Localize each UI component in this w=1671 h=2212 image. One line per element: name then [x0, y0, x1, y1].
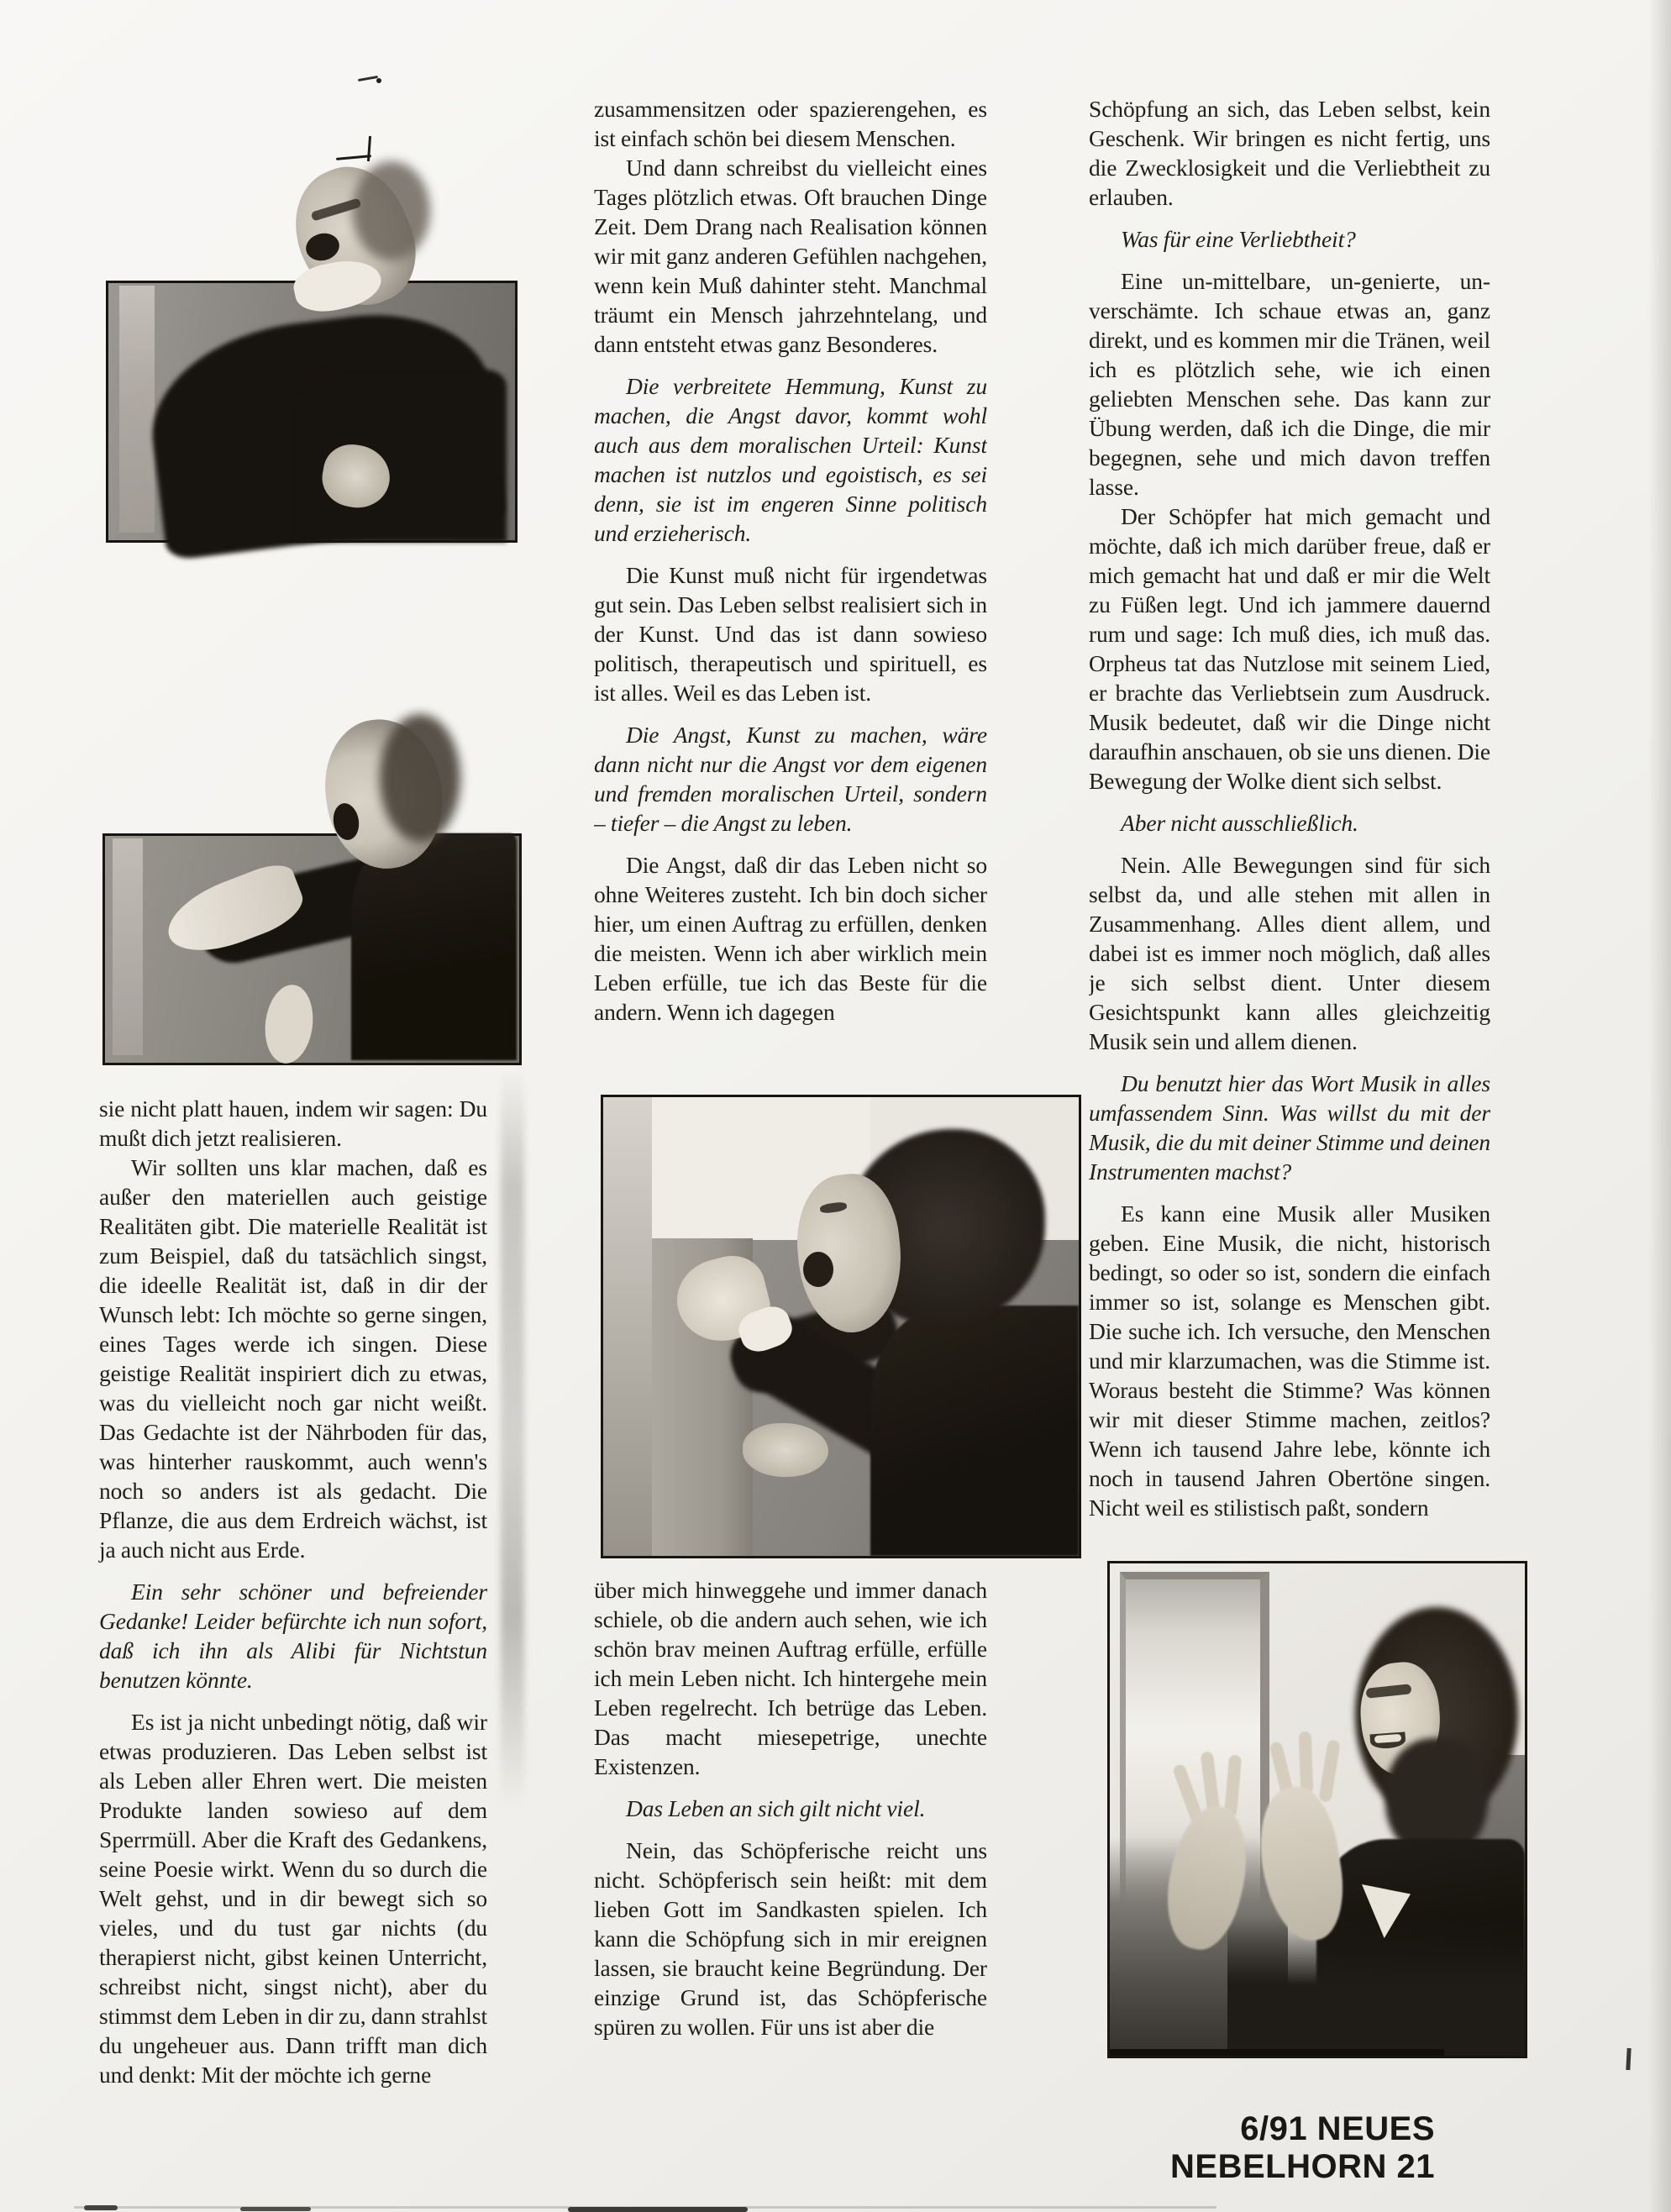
interviewer-question: Was für eine Verliebtheit?	[1121, 226, 1356, 252]
paragraph: Eine un-mittelbare, un-genierte, un-verschämte. Ich schaue etwas an, ganz direkt, und es kommen mir die Tränen, weil ich es plötzlich sehe, wie ich einen geliebten Menschen sehe. Das kann zur Übung werden, daß ich die Dinge, die mir begegnen, sehe und mich davon treffen lasse.	[1089, 268, 1490, 500]
figure-hair	[380, 714, 460, 842]
scan-mark-dash	[358, 76, 378, 81]
photo-light-band	[603, 1097, 652, 1556]
figure-open-mouth	[803, 1252, 833, 1287]
photo-light-band	[119, 286, 155, 533]
paragraph: Schöpfung an sich, das Leben selbst, kein Geschenk. Wir bringen es nicht fertig, uns die Zwecklosigkeit und die Verliebtheit zu erlauben.	[1089, 96, 1490, 210]
scan-bottom-edge-mark	[84, 2205, 118, 2210]
scan-edge-tick	[1626, 2048, 1631, 2070]
figure-finger	[1299, 1731, 1314, 1794]
photo-light-band	[113, 838, 143, 1055]
paragraph: sie nicht platt hauen, indem wir sagen: Du mußt dich jetzt realisieren.	[99, 1095, 487, 1151]
column-middle-upper	[594, 94, 987, 1027]
photo-singer-head-back	[99, 118, 519, 539]
interviewer-question: Ein sehr schöner und befreiender Gedanke! Leider befürchte ich nun sofort, daß ich ihn als Alibi für Nichtstun benutzen könnte.	[99, 1579, 487, 1693]
paragraph: Nein. Alle Bewegungen sind für sich selbst da, und alle stehen mit allen in Zusammenhang. Alles dient allem, und dabei ist es immer noch möglich, daß alles je sich selbst dient. Unter diesem Gesichtspunkt kann alles gleichzeitig Musik sein und allem dienen.	[1089, 852, 1490, 1054]
paragraph: Nein, das Schöpferische reicht uns nicht. Schöpferisch sein heißt: mit dem lieben Gott im Sandkasten spielen. Ich kann die Schöpfung sich in mir ereignen lassen, sie braucht keine Begründung. Der einzige Grund ist, das Schöpferische spüren zu wollen. Für uns ist aber die	[594, 1837, 987, 2040]
paragraph: Wir sollten uns klar machen, daß es außer den materiellen auch geistige Realitäten gibt. Die materielle Realität ist zum Beispiel, daß du tatsächlich singst, die ideelle Realität ist, daß in dir der Wunsch lebt: Ich möchte so gerne singen, eines Tages werde ich singen. Diese geistige Realität inspiriert dich zu etwas, was du vielleicht noch gar nicht weißt. Das Gedachte ist der Nährboden für das, was hinterher rauskommt, auch wenn's noch so anders ist als gedacht. Die Pflanze, die aus dem Erdreich wächst, ist ja auch nicht aus Erde.	[99, 1154, 487, 1563]
interviewer-question: Die Angst, Kunst zu machen, wäre dann nicht nur die Angst vor dem eigenen und fremden moralischen Urteil, sondern – tiefer – die Angst zu leben.	[594, 722, 987, 836]
photo-dark-floor	[1227, 1916, 1527, 2058]
column-right	[1089, 94, 1490, 1522]
paragraph: Die Angst, daß dir das Leben nicht so ohne Weiteres zusteht. Ich bin doch sicher hier, um einen Auftrag zu erfüllen, denken die meisten. Wenn ich aber wirklich mein Leben erfülle, tue ich das Beste für die andern. Wenn ich dagegen	[594, 852, 987, 1025]
scan-bottom-edge-mark	[568, 2207, 748, 2212]
photo-bottom-edge	[1110, 2049, 1444, 2056]
paragraph: Es kann eine Musik aller Musiken geben. Eine Musik, die nicht, historisch bedingt, so oder so ist, sondern die einfach immer so ist, solange es Menschen gibt. Die suche ich. Ich versuche, den Menschen und mir klarzumachen, was die Stimme ist. Woraus besteht die Stimme? Was können wir mit dieser Stimme machen, zeitlos? Wenn ich tausend Jahre lebe, könnte ich noch in tausend Jahren Obertöne singen. Nicht weil es stilistisch paßt, sondern	[1089, 1201, 1490, 1521]
scan-mark-dot	[376, 78, 381, 83]
scan-gutter-streak	[501, 1069, 524, 1808]
interviewer-question: Die verbreitete Hemmung, Kunst zu machen, die Angst davor, kommt wohl auch aus dem moralischen Urteil: Kunst machen ist nutzlos und egoistisch, es sei denn, sie ist im engeren Sinne politisch und erzieherisch.	[594, 373, 987, 546]
figure-finger	[1318, 1739, 1340, 1802]
photo-singer-pointing	[101, 714, 521, 1064]
photo-singer-raised-hand	[601, 1095, 1081, 1558]
interviewer-question: Das Leben an sich gilt nicht viel.	[626, 1795, 926, 1821]
scan-right-edge-shadow	[1648, 0, 1671, 2212]
column-left	[99, 1094, 487, 2089]
figure-hair	[353, 161, 430, 260]
page-footer: 6/91 NEUES NEBELHORN 21	[1170, 2110, 1435, 2185]
photo-singer-hands-up	[1107, 1561, 1527, 2058]
interviewer-question: Du benutzt hier das Wort Musik in alles umfassendem Sinn. Was willst du mit der Musik, die du mit deiner Stimme und deinen Instrumenten machst?	[1089, 1070, 1490, 1185]
scan-bottom-edge-mark	[240, 2207, 311, 2211]
paragraph: zusammensitzen oder spazierengehen, es ist einfach schön bei diesem Menschen.	[594, 96, 987, 151]
figure-silhouette	[870, 1306, 1079, 1556]
paragraph: Die Kunst muß nicht für irgendetwas gut sein. Das Leben selbst realisiert sich in der Kunst. Und das ist dann sowieso politisch, therapeutisch und spirituell, es ist alles. Weil es das Leben ist.	[594, 562, 987, 706]
column-middle-lower	[594, 1575, 987, 2041]
paragraph: Und dann schreibst du vielleicht eines Tages plötzlich etwas. Oft brauchen Dinge Zeit. Dem Drang nach Realisation können wir mit ganz anderen Gefühlen nachgehen, wenn kein Muß dahinter steht. Manchmal träumt ein Mensch jahrzehntelang, und dann entsteht etwas ganz Besonderes.	[594, 155, 987, 357]
paragraph: Der Schöpfer hat mich gemacht und möchte, daß ich mich darüber freue, daß er mich gemacht hat und daß er mir die Welt zu Füßen legt. Und ich jammere dauernd rum und sage: Ich muß dies, ich muß das. Orpheus tat das Nutzlose mit seinem Lied, er brachte das Verliebtsein zum Ausdruck. Musik bedeutet, daß wir die Dinge nicht daraufhin anschauen, ob sie uns dienen. Die Bewegung der Wolke dient sich selbst.	[1089, 503, 1490, 794]
figure-fist	[743, 1423, 828, 1477]
paragraph: über mich hinweggehe und immer danach schiele, ob die andern auch sehen, wie ich schön brav meinen Auftrag erfülle, erfülle ich mein Leben nicht. Ich hintergehe mein Leben regelrecht. Ich betrüge das Leben. Das macht miesepetrige, unechte Existenzen.	[594, 1577, 987, 1779]
paragraph: Es ist ja nicht unbedingt nötig, daß wir etwas produzieren. Das Leben selbst ist als Leben aller Ehren wert. Die meisten Produkte landen sowieso auf dem Sperrmüll. Aber die Kraft des Gedankens, seine Poesie wirkt. Wenn du so durch die Welt gehst, und in dir bewegt sich so vieles, und du tust gar nichts (du therapierst nicht, gibst keinen Unterricht, schreibst nicht, singst nicht), aber du stimmst dem Leben in dir zu, dann strahlst du ungeheuer aus. Dann trifft man dich und denkt: Mit der möchte ich gerne	[99, 1709, 487, 2088]
interviewer-question: Aber nicht ausschließlich.	[1121, 810, 1358, 836]
